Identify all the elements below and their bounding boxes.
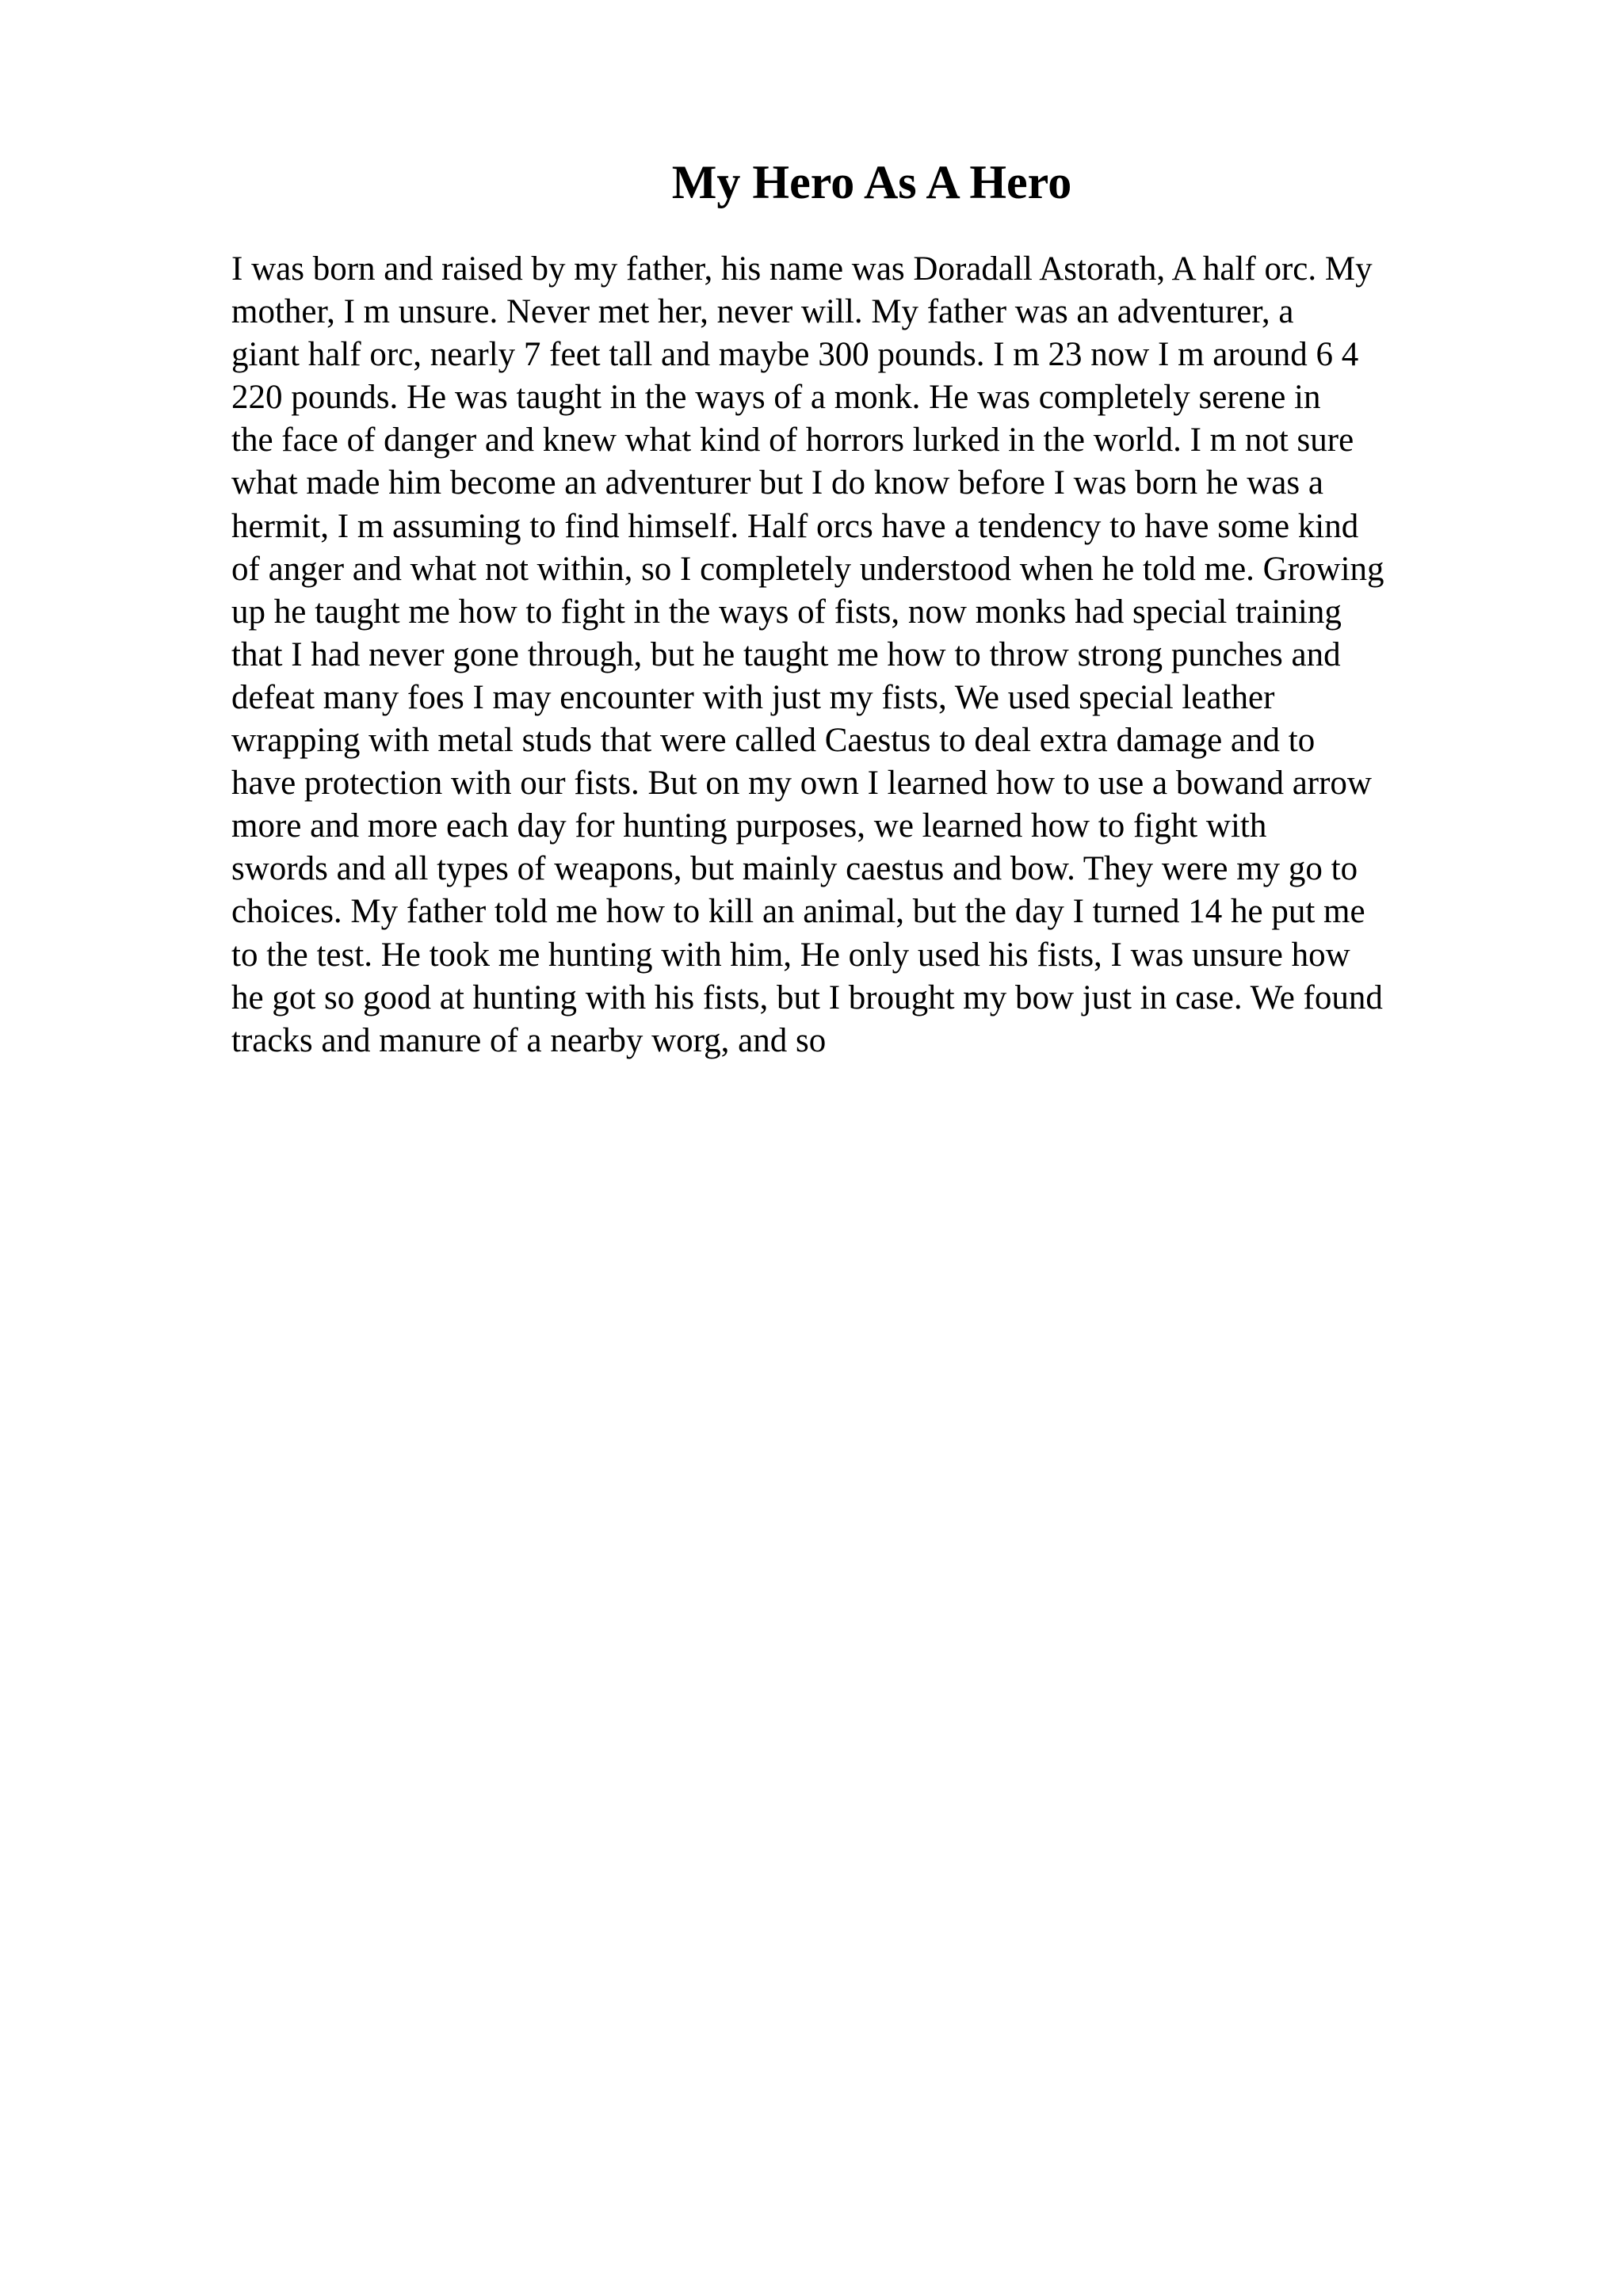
body-line: wrapping with metal studs that were called Caestus to deal extra damage and to bbox=[231, 722, 1316, 760]
body-line: to the test. He took me hunting with him, He only used his fists, I was unsure how bbox=[231, 936, 1350, 974]
body-line: that I had never gone through, but he taught me how to throw strong punches and bbox=[231, 635, 1341, 673]
body-line: swords and all types of weapons, but mainly caestus and bow. They were my go to bbox=[231, 850, 1358, 888]
document-body bbox=[231, 248, 1499, 1062]
body-line: I was born and raised by my father, his name was Doradall Astorath, A half orc. My bbox=[231, 250, 1373, 288]
body-line: giant half orc, nearly 7 feet tall and maybe 300 pounds. I m 23 now I m around 6 4 bbox=[231, 336, 1359, 374]
body-line: defeat many foes I may encounter with just my fists, We used special leather bbox=[231, 678, 1275, 716]
document-title: My Hero As A Hero bbox=[671, 156, 1072, 208]
body-line: the face of danger and knew what kind of horrors lurked in the world. I m not sure bbox=[231, 421, 1354, 460]
body-line: he got so good at hunting with his fists, but I brought my bow just in case. We found bbox=[231, 978, 1383, 1016]
body-line: choices. My father told me how to kill an animal, but the day I turned 14 he put me bbox=[231, 893, 1365, 931]
body-line: tracks and manure of a nearby worg, and so bbox=[231, 1021, 827, 1059]
body-line: of anger and what not within, so I completely understood when he told me. Growing bbox=[231, 550, 1384, 588]
body-line: mother, I m unsure. Never met her, never will. My father was an adventurer, a bbox=[231, 293, 1294, 331]
body-line: have protection with our fists. But on my own I learned how to use a bowand arrow bbox=[231, 765, 1372, 803]
body-line: 220 pounds. He was taught in the ways of a monk. He was completely serene in bbox=[231, 379, 1321, 417]
body-line: what made him become an adventurer but I do know before I was born he was a bbox=[231, 464, 1323, 502]
body-line: hermit, I m assuming to find himself. Half orcs have a tendency to have some kind bbox=[231, 507, 1359, 545]
body-line: up he taught me how to fight in the ways of fists, now monks had special training bbox=[231, 593, 1342, 631]
body-line: more and more each day for hunting purposes, we learned how to fight with bbox=[231, 807, 1267, 845]
